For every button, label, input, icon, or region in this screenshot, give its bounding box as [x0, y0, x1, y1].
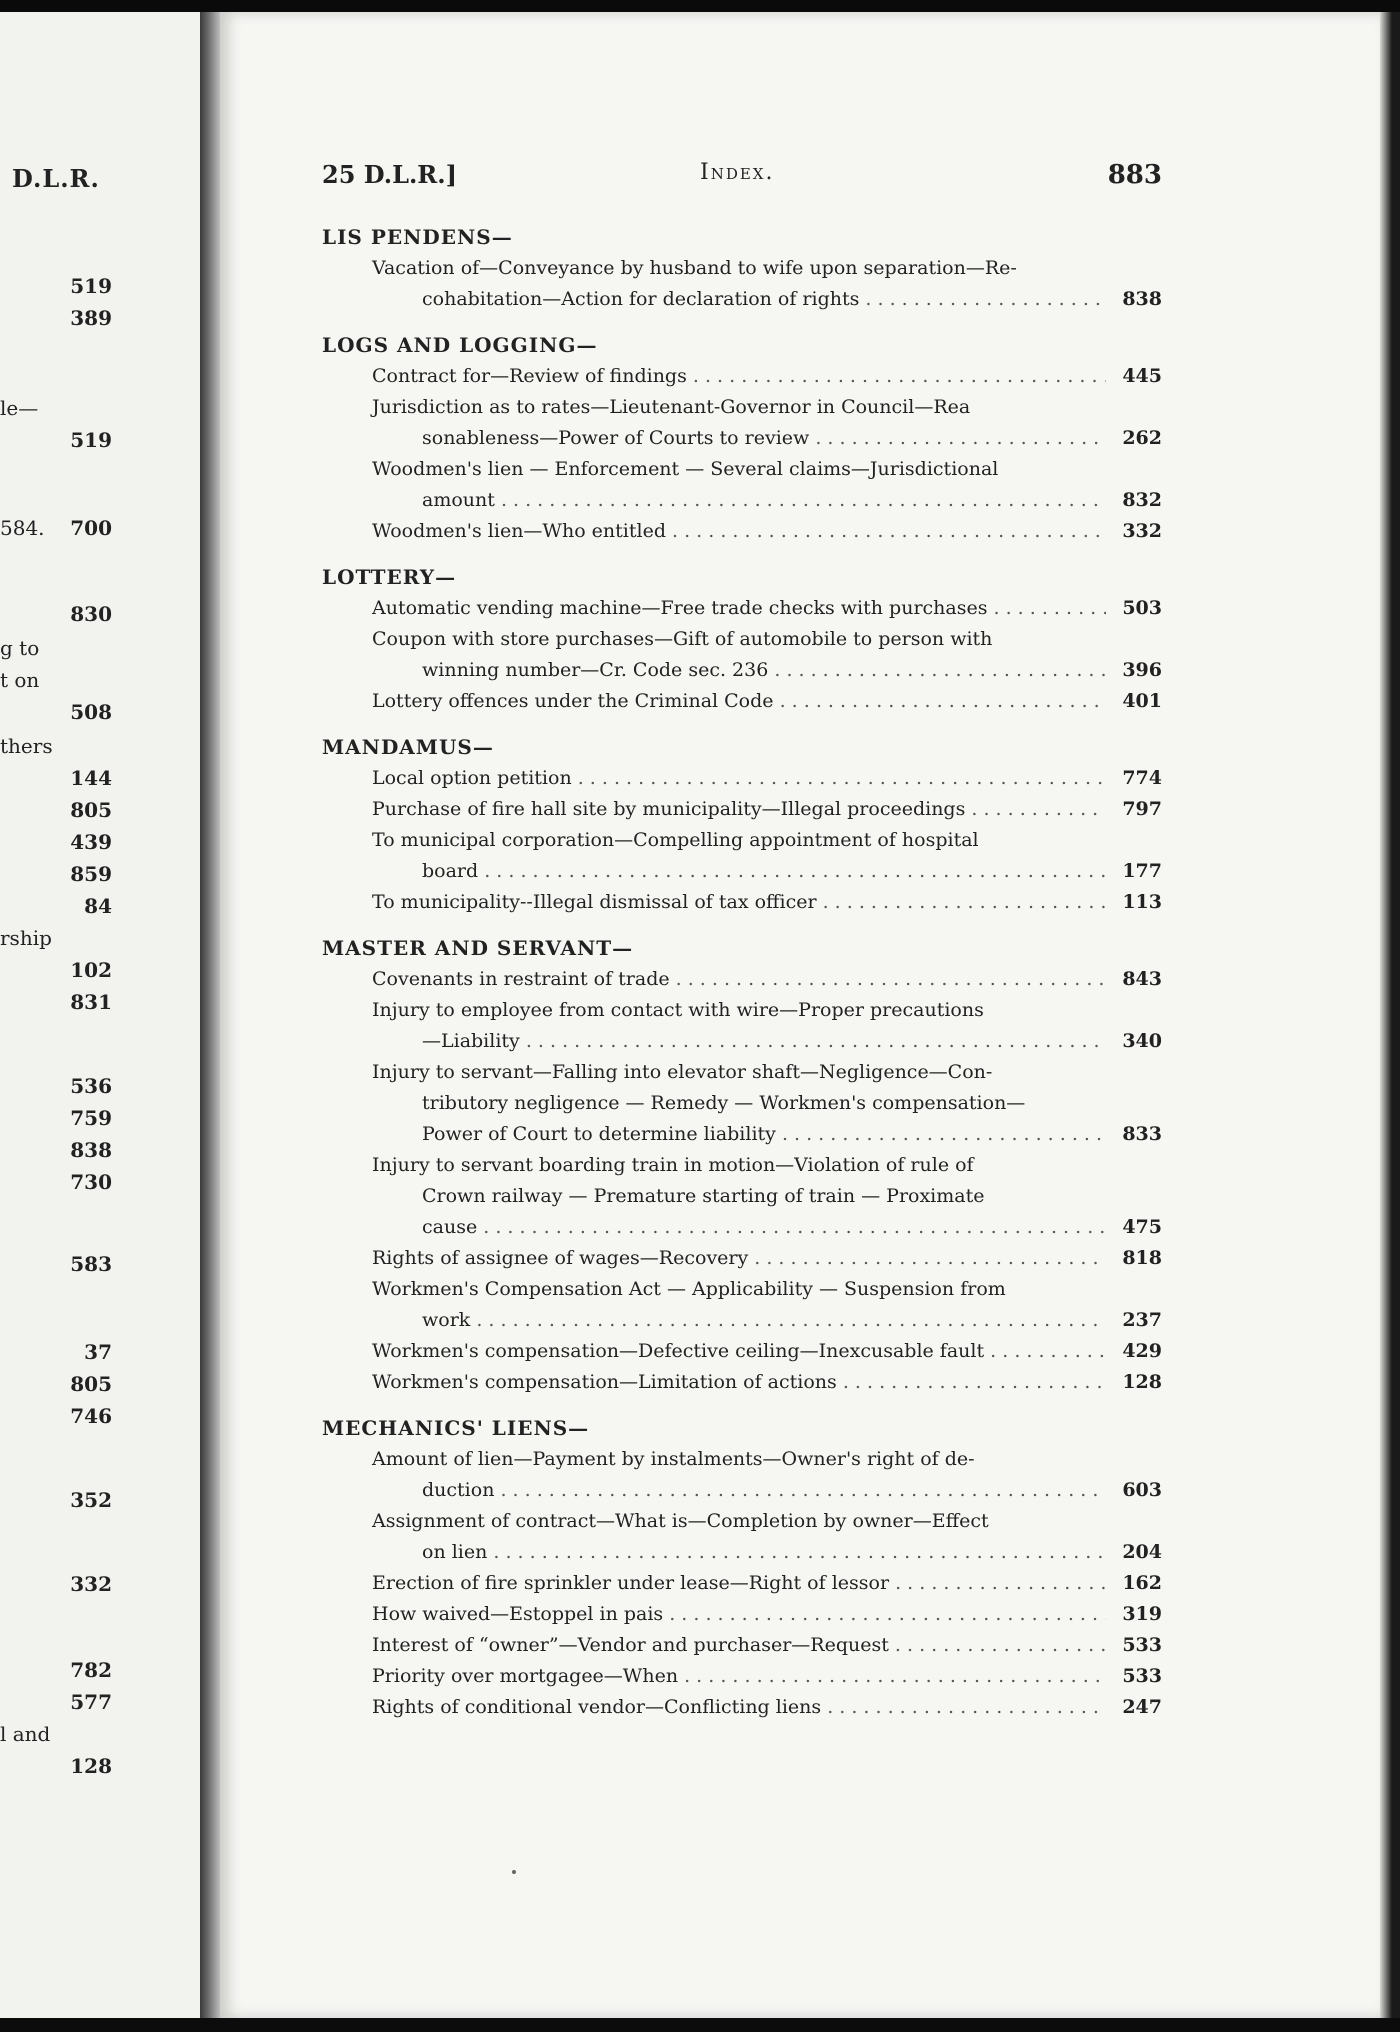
index-entry — [322, 887, 1162, 918]
entry-page-number: 833 — [1122, 1123, 1162, 1145]
left-page-line-page: 102 — [70, 958, 112, 982]
left-page-line-page: 389 — [70, 306, 112, 330]
scan-bottom-edge — [0, 2018, 1400, 2032]
entry-text: Jurisdiction as to rates—Lieutenant-Governor in Council—Rea — [372, 396, 971, 418]
index-entry — [322, 794, 1162, 825]
index-entry — [322, 995, 1162, 1057]
entry-text: Erection of fire sprinkler under lease—Right of lessor . . . — [372, 1568, 1106, 1599]
left-page-line-text: rship — [0, 926, 52, 950]
left-page-line-text: g to — [0, 636, 40, 660]
left-page-line-page: 352 — [70, 1488, 112, 1512]
left-page-line-text: le— — [0, 396, 39, 420]
entry-text: To municipality--Illegal dismissal of tax officer . . . — [372, 887, 1106, 918]
index-entry — [322, 1661, 1162, 1692]
left-page-line-page: 700 — [70, 516, 112, 540]
entry-text: Automatic vending machine—Free trade checks with purchases . . . — [372, 593, 1106, 624]
left-page-line-page: 805 — [70, 798, 112, 822]
entry-text: winning number—Cr. Code sec. 236 . . . — [372, 655, 1106, 686]
entry-page-number: 113 — [1122, 891, 1162, 913]
entry-text: Covenants in restraint of trade . . . — [372, 964, 1106, 995]
entry-text: To municipal corporation—Compelling appointment of hospital — [372, 829, 979, 851]
entry-page-number: 603 — [1122, 1479, 1162, 1501]
section-heading: LIS PENDENS— — [322, 225, 513, 249]
section-heading: LOGS AND LOGGING— — [322, 333, 598, 357]
index-entry — [322, 1692, 1162, 1723]
index-entry — [322, 1367, 1162, 1398]
index-section — [322, 933, 1162, 1398]
left-page-line-page: 332 — [70, 1572, 112, 1596]
index-entry — [322, 1568, 1162, 1599]
index-entry — [322, 1444, 1162, 1506]
left-page-line-page: 782 — [70, 1658, 112, 1682]
entry-page-number: 177 — [1122, 860, 1162, 882]
entry-text: Rights of conditional vendor—Conflicting liens . . . — [372, 1692, 1106, 1723]
index-section — [322, 330, 1162, 547]
entry-text: Crown railway — Premature starting of train — Proximate — [422, 1185, 985, 1207]
entry-page-number: 162 — [1122, 1572, 1162, 1594]
left-page-line-page: 128 — [70, 1754, 112, 1778]
left-page-line-text: thers — [0, 734, 53, 758]
entry-text: Vacation of—Conveyance by husband to wife upon separation—Re- — [372, 257, 1017, 279]
entry-page-number: 843 — [1122, 968, 1162, 990]
index-section — [322, 562, 1162, 717]
entry-page-number: 401 — [1122, 690, 1162, 712]
entry-text: Rights of assignee of wages—Recovery . . . — [372, 1243, 1106, 1274]
entry-text: Lottery offences under the Criminal Code . . . — [372, 686, 1106, 717]
left-page-line-page: 730 — [70, 1170, 112, 1194]
entry-text: Assignment of contract—What is—Completion by owner—Effect — [372, 1510, 989, 1532]
entry-page-number: 429 — [1122, 1340, 1162, 1362]
index-entry — [322, 516, 1162, 547]
left-page-fragment — [0, 12, 200, 2022]
index-section — [322, 732, 1162, 918]
entry-page-number: 445 — [1122, 365, 1162, 387]
left-page-line-text: l and — [0, 1722, 51, 1746]
section-heading: MECHANICS' LIENS— — [322, 1416, 590, 1440]
left-page-line-page: 577 — [70, 1690, 112, 1714]
left-page-line-page: 519 — [70, 274, 112, 298]
entry-page-number: 774 — [1122, 767, 1162, 789]
entry-text: Priority over mortgagee—When . . . — [372, 1661, 1106, 1692]
entry-text: Workmen's compensation—Limitation of actions . . . — [372, 1367, 1106, 1398]
page-title: Index. — [700, 160, 775, 185]
entry-text: How waived—Estoppel in pais . . . — [372, 1599, 1106, 1630]
entry-page-number: 396 — [1122, 659, 1162, 681]
index-body — [322, 222, 1162, 1738]
entry-text: Injury to servant boarding train in motion—Violation of rule of — [372, 1154, 974, 1176]
entry-page-number: 533 — [1122, 1665, 1162, 1687]
left-page-line-page: 859 — [70, 862, 112, 886]
index-entry — [322, 1336, 1162, 1367]
entry-text: Amount of lien—Payment by instalments—Owner's right of de- — [372, 1448, 975, 1470]
entry-text: cause . . . — [372, 1212, 1106, 1243]
index-entry — [322, 686, 1162, 717]
left-page-line-page: 84 — [84, 894, 112, 918]
index-entry — [322, 763, 1162, 794]
running-head — [322, 160, 1162, 196]
entry-page-number: 475 — [1122, 1216, 1162, 1238]
section-heading: MASTER AND SERVANT— — [322, 936, 634, 960]
index-section — [322, 222, 1162, 315]
section-heading: MANDAMUS— — [322, 735, 494, 759]
left-page-line-page: 508 — [70, 700, 112, 724]
entry-page-number: 533 — [1122, 1634, 1162, 1656]
left-page-line-text: 584. — [0, 516, 45, 540]
entry-page-number: 503 — [1122, 597, 1162, 619]
section-heading: LOTTERY— — [322, 565, 457, 589]
entry-text: Injury to employee from contact with wire—Proper precautions — [372, 999, 984, 1021]
entry-text: Workmen's Compensation Act — Applicability — Suspension from — [372, 1278, 1006, 1300]
index-entry — [322, 1243, 1162, 1274]
index-entry — [322, 1599, 1162, 1630]
index-entry — [322, 964, 1162, 995]
index-entry — [322, 454, 1162, 516]
entry-page-number: 332 — [1122, 520, 1162, 542]
entry-page-number: 838 — [1122, 288, 1162, 310]
index-entry — [322, 1150, 1162, 1243]
entry-text: Workmen's compensation—Defective ceiling—Inexcusable fault . . . — [372, 1336, 1106, 1367]
entry-page-number: 204 — [1122, 1541, 1162, 1563]
entry-text: Woodmen's lien—Who entitled . . . — [372, 516, 1106, 547]
entry-page-number: 247 — [1122, 1696, 1162, 1718]
index-entry — [322, 1506, 1162, 1568]
entry-text: work . . . — [372, 1305, 1106, 1336]
left-page-line-page: 838 — [70, 1138, 112, 1162]
entry-text: Purchase of fire hall site by municipality—Illegal proceedings . . . — [372, 794, 1106, 825]
book-gutter — [200, 12, 220, 2022]
entry-page-number: 319 — [1122, 1603, 1162, 1625]
left-page-line-page: 37 — [84, 1340, 112, 1364]
index-entry — [322, 361, 1162, 392]
index-entry — [322, 1630, 1162, 1661]
left-page-line-page: 805 — [70, 1372, 112, 1396]
left-page-line-page: 536 — [70, 1074, 112, 1098]
entry-text: —Liability . . . — [372, 1026, 1106, 1057]
left-page-line-page: 439 — [70, 830, 112, 854]
scan-top-edge — [0, 0, 1400, 12]
entry-text: Contract for—Review of findings . . . — [372, 361, 1106, 392]
entry-page-number: 340 — [1122, 1030, 1162, 1052]
entry-text: amount . . . — [372, 485, 1106, 516]
entry-text: duction . . . — [372, 1475, 1106, 1506]
entry-text: Interest of “owner”—Vendor and purchaser—Request . . . — [372, 1630, 1106, 1661]
index-entry — [322, 1057, 1162, 1150]
volume-label: 25 D.L.R.] — [322, 160, 457, 189]
entry-text: Coupon with store purchases—Gift of automobile to person with — [372, 628, 993, 650]
left-page-header: D.L.R. — [12, 164, 100, 193]
entry-page-number: 818 — [1122, 1247, 1162, 1269]
entry-text: tributory negligence — Remedy — Workmen's compensation— — [422, 1092, 1026, 1114]
left-page-line-page: 759 — [70, 1106, 112, 1130]
index-entry — [322, 624, 1162, 686]
entry-text: Local option petition . . . — [372, 763, 1106, 794]
left-page-line-page: 583 — [70, 1252, 112, 1276]
left-page-line-page: 144 — [70, 766, 112, 790]
scan-right-edge — [1380, 12, 1400, 2022]
entry-text: Woodmen's lien — Enforcement — Several claims—Jurisdictional — [372, 458, 999, 480]
entry-text: Injury to servant—Falling into elevator shaft—Negligence—Con- — [372, 1061, 993, 1083]
left-page-line-page: 831 — [70, 990, 112, 1014]
entry-text: board . . . — [372, 856, 1106, 887]
entry-page-number: 262 — [1122, 427, 1162, 449]
index-entry — [322, 825, 1162, 887]
index-entry — [322, 392, 1162, 454]
left-page-line-page: 746 — [70, 1404, 112, 1428]
entry-text: on lien . . . — [372, 1537, 1106, 1568]
index-entry — [322, 593, 1162, 624]
index-entry — [322, 1274, 1162, 1336]
entry-text: cohabitation—Action for declaration of rights . . . — [372, 284, 1106, 315]
entry-page-number: 237 — [1122, 1309, 1162, 1331]
index-section — [322, 1413, 1162, 1723]
ink-speck — [512, 1870, 516, 1874]
page-number: 883 — [1107, 160, 1162, 190]
left-page-line-page: 830 — [70, 602, 112, 626]
entry-page-number: 128 — [1122, 1371, 1162, 1393]
entry-page-number: 832 — [1122, 489, 1162, 511]
entry-text: Power of Court to determine liability . . . — [372, 1119, 1106, 1150]
entry-page-number: 797 — [1122, 798, 1162, 820]
left-page-line-text: t on — [0, 668, 40, 692]
left-page-line-page: 519 — [70, 428, 112, 452]
entry-text: sonableness—Power of Courts to review . . . — [372, 423, 1106, 454]
index-entry — [322, 253, 1162, 315]
